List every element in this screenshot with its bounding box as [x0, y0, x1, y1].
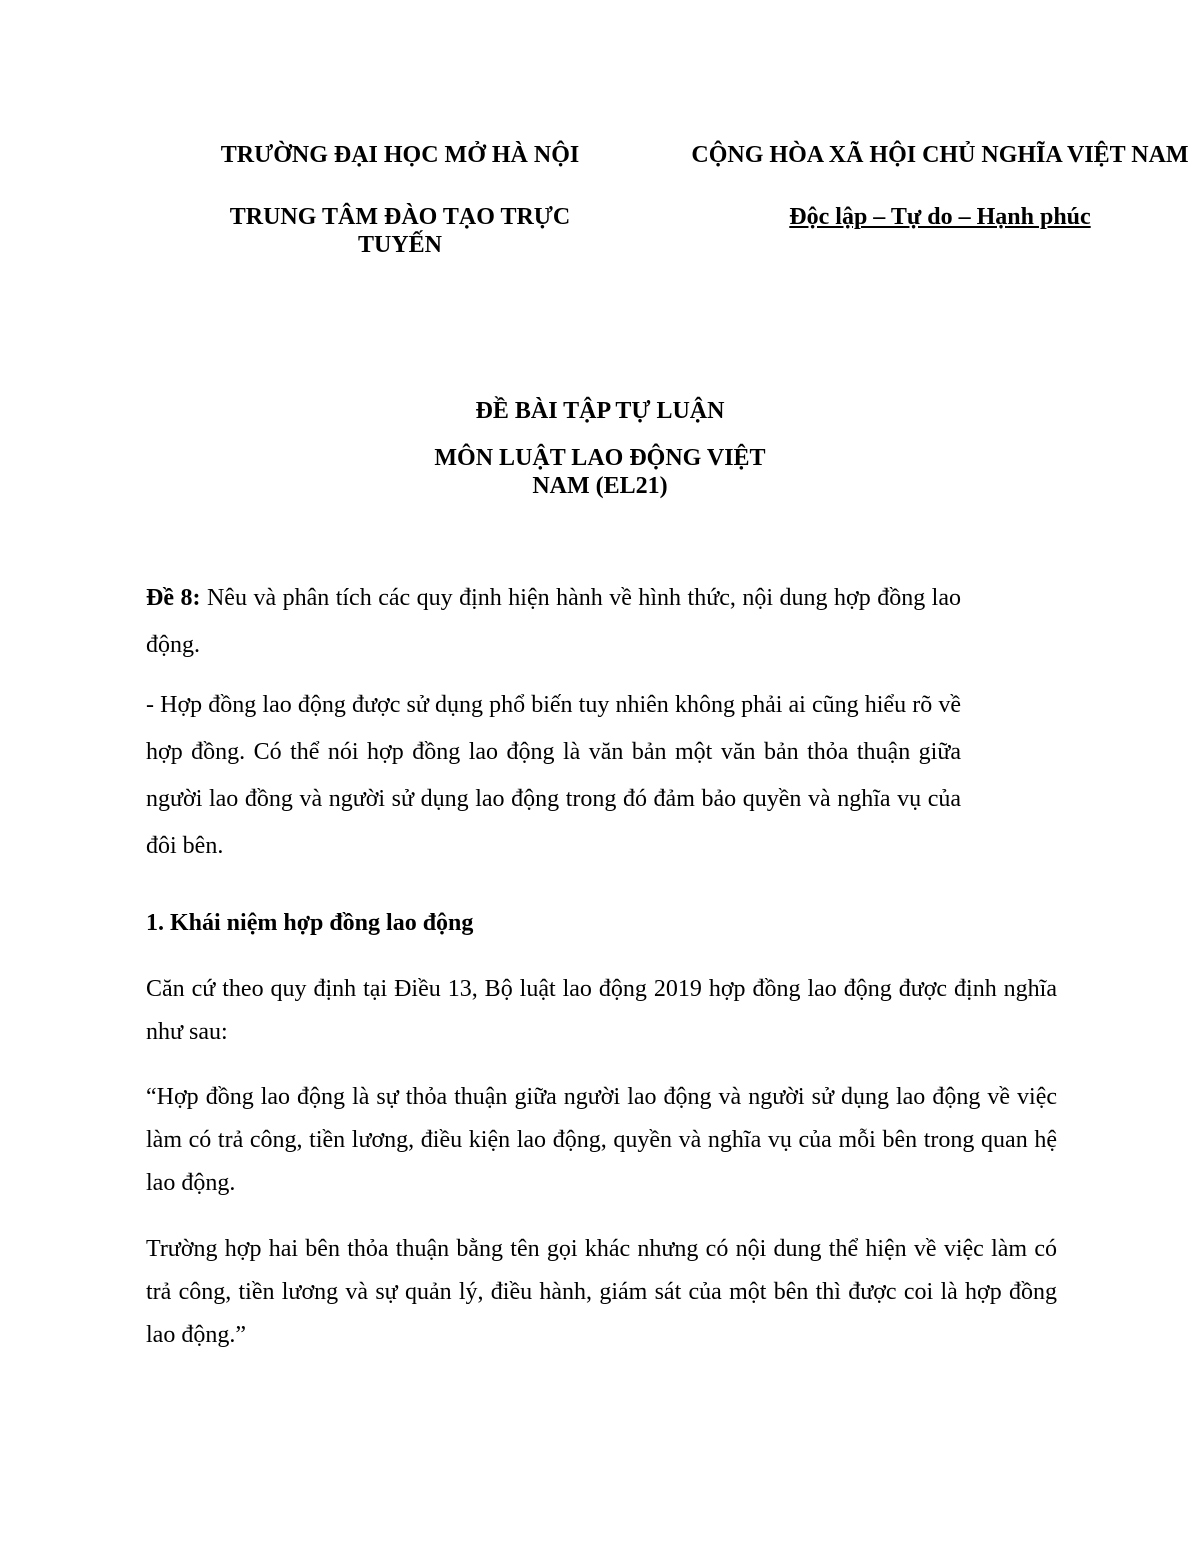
national-motto — [690, 203, 1190, 231]
definition-note-paragraph — [146, 1228, 1057, 1357]
intro-text: - Hợp đồng lao động được sử dụng phổ biến tuy nhiên không phải ai cũng hiểu rõ về hợp đồng. Có thể nói hợp đồng lao động là văn bản một văn bản thỏa thuận giữa người lao đồng và người sử dụng lao động trong đó đảm bảo quyền và nghĩa vụ của đôi bên. — [146, 692, 961, 859]
section-heading-text: 1. Khái niệm hợp đồng lao động — [146, 910, 474, 936]
intro-paragraph — [146, 682, 961, 870]
definition-intro-paragraph — [146, 968, 1057, 1054]
assignment-title — [340, 397, 860, 425]
definition-intro-text: Căn cứ theo quy định tại Điều 13, Bộ luật lao động 2019 hợp đồng lao động được định nghĩa như sau: — [146, 976, 1057, 1045]
definition-note-text: Trường hợp hai bên thỏa thuận bằng tên gọi khác nhưng có nội dung thể hiện về việc làm có trả công, tiền lương và sự quản lý, điều hành, giám sát của một bên thì được coi là hợp đồng lao động.” — [146, 1236, 1057, 1348]
school-name — [190, 141, 610, 169]
national-title — [690, 141, 1190, 169]
center-name-line: TRUNG TÂM ĐÀO TẠO TRỰC TUYẾN — [229, 204, 571, 258]
question-label: Đề 8: — [146, 585, 201, 611]
question-paragraph — [146, 575, 961, 669]
school-name-line: TRƯỜNG ĐẠI HỌC MỞ HÀ NỘI — [220, 142, 580, 168]
subject-title — [420, 444, 780, 500]
assignment-title-line1: ĐỀ BÀI TẬP TỰ LUẬN — [475, 398, 725, 424]
motto-text: Độc lập – Tự do – Hạnh phúc — [789, 204, 1091, 230]
definition-quote-text: “Hợp đồng lao động là sự thỏa thuận giữa người lao động và người sử dụng lao động về việc làm có trả công, tiền lương, điều kiện lao động, quyền và nghĩa vụ của mỗi bên trong quan hệ lao động. — [146, 1084, 1057, 1196]
question-text: Nêu và phân tích các quy định hiện hành về hình thức, nội dung hợp đồng lao động. — [146, 585, 962, 658]
national-title-line: CỘNG HÒA XÃ HỘI CHỦ NGHĨA VIỆT NAM — [691, 142, 1189, 168]
definition-quote-paragraph — [146, 1076, 1057, 1205]
center-name — [190, 203, 610, 259]
section-heading — [146, 903, 473, 943]
subject-title-text: MÔN LUẬT LAO ĐỘNG VIỆT NAM (EL21) — [434, 445, 766, 499]
